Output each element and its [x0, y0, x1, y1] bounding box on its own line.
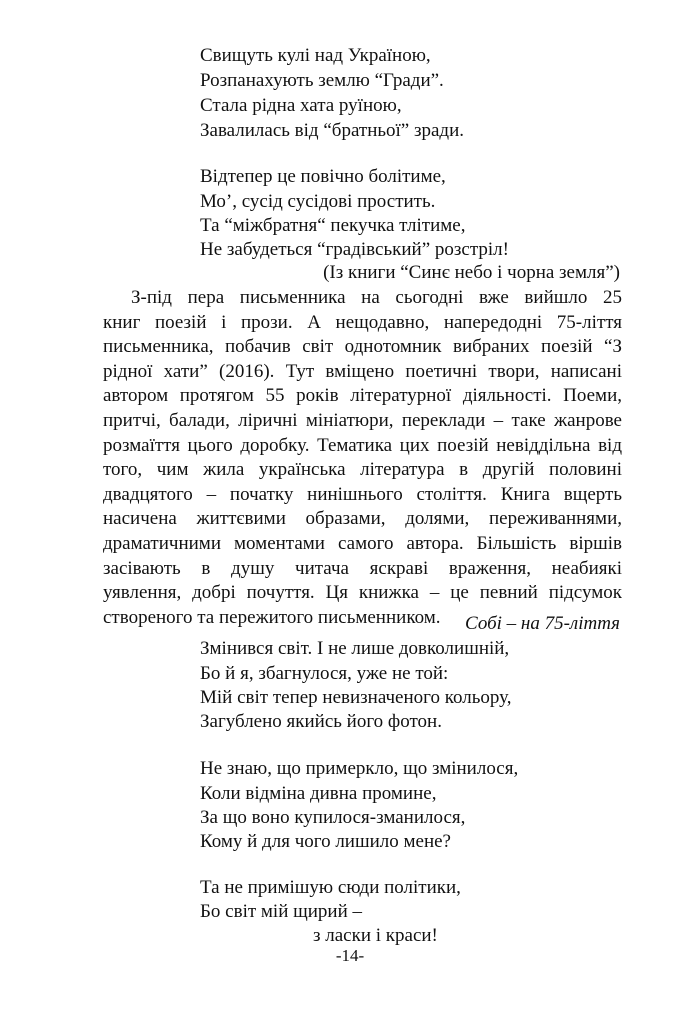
poem-line: Мій світ тепер невизначеного кольору, — [200, 687, 512, 708]
poem-line: Стала рідна хата руїною, — [200, 95, 402, 116]
poem-line: Кому й для чого лишило мене? — [200, 831, 451, 852]
paragraph-line: З-під пера письменника на сьогодні вже вийшло 25 — [131, 287, 622, 308]
paragraph-line: створеного та пережитого письменником. — [103, 606, 441, 628]
poem-source-citation: (Із книги “Синє небо і чорна земля”) — [323, 262, 620, 283]
paragraph-line: книг поезій і прози. А нещодавно, напередодні 75-ліття — [103, 311, 622, 333]
paragraph-line: уявлення, добрі почуття. Ця книжка – це певний підсумок — [103, 582, 622, 604]
poem-epigraph: Собі – на 75-ліття — [465, 613, 620, 634]
poem-line: Загублено якийсь його фотон. — [200, 711, 442, 732]
poem-line: Та не примішую сюди політики, — [200, 877, 461, 898]
poem-line: Бо світ мій щирий – — [200, 901, 363, 922]
paragraph-line: автором протягом 55 років літературної діяльності. Поеми, — [103, 385, 622, 407]
prose-paragraph — [103, 286, 622, 630]
paragraph-line: насичена життєвими образами, долями, переживаннями, — [103, 508, 622, 530]
poem-line: Розпанахують землю “Гради”. — [200, 70, 444, 91]
paragraph-line: двадцятого – початку нинішнього століття. Книга вщерть — [103, 483, 622, 505]
poem-line: Коли відміна дивна промине, — [200, 783, 437, 804]
paragraph-line: рідної хати” (2016). Тут вміщено поетичні твори, написані — [103, 360, 622, 382]
paragraph-line: розмаїття цього доробку. Тематика цих поезій невіддільна від — [103, 434, 622, 456]
poem-line: Змінився світ. І не лише довколишній, — [200, 638, 510, 659]
poem-line: За що воно купилося-зманилося, — [200, 807, 466, 828]
poem-line: з ласки і краси! — [313, 925, 438, 946]
poem-line: Не забудеться “градівський” розстріл! — [200, 239, 509, 260]
page-number: -14- — [335, 946, 365, 965]
paragraph-line: письменника, побачив світ однотомник вибраних поезій “З — [103, 336, 622, 358]
poem-line: Завалилась від “братньої” зради. — [200, 120, 465, 141]
poem-line: Свищуть кулі над Україною, — [200, 45, 431, 66]
paragraph-line: засівають в душу читача яскраві враження, неабиякі — [103, 557, 622, 579]
poem-line: Відтепер це повічно болітиме, — [200, 166, 446, 187]
paragraph-line: притчі, балади, ліричні мініатюри, переклади – таке жанрове — [103, 409, 622, 431]
paragraph-line: драматичними моментами самого автора. Більшість віршів — [103, 532, 622, 554]
paragraph-line: того, чим жила українська література в другій половині — [103, 459, 622, 481]
poem-line: Бо й я, збагнулося, уже не той: — [200, 663, 449, 684]
poem-line: Та “міжбратня“ пекучка тлітиме, — [200, 215, 466, 236]
poem-line: Не знаю, що примеркло, що змінилося, — [200, 758, 519, 779]
poem-line: Мо’, сусід сусідові простить. — [200, 191, 436, 212]
